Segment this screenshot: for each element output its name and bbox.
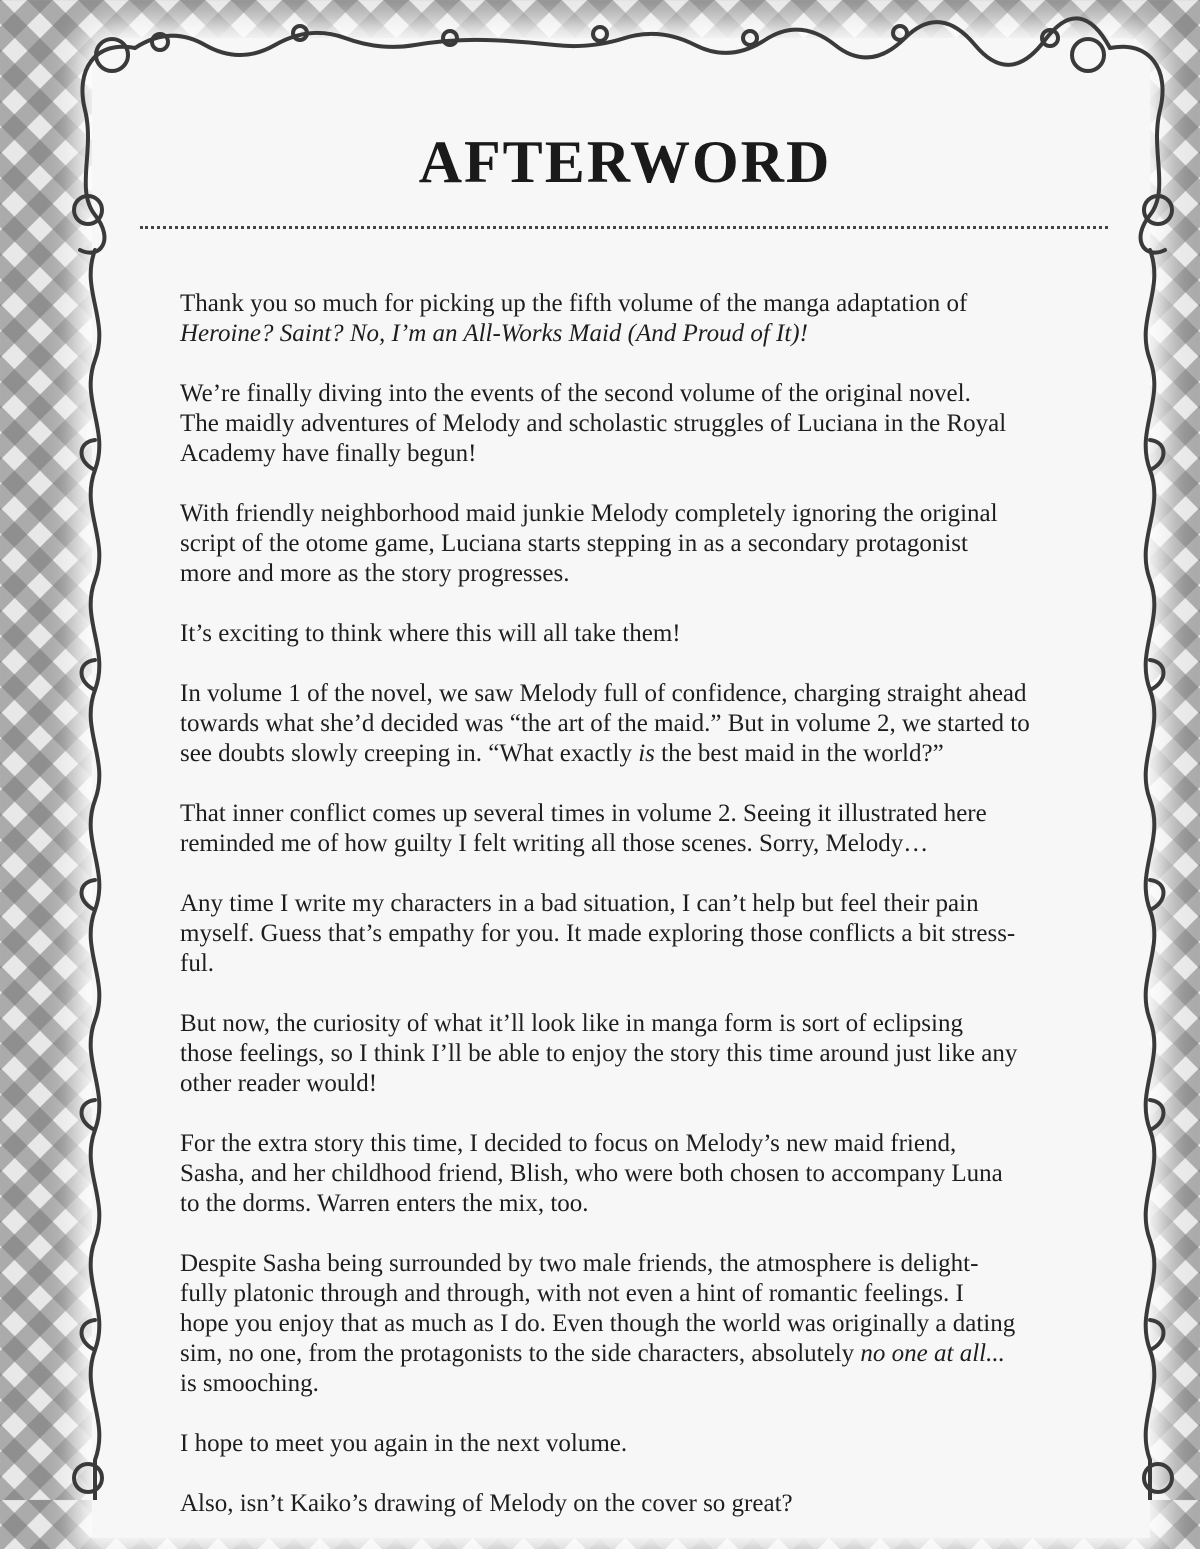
paragraph-12: Also, isn’t Kaiko’s drawing of Melody on the cover so great? — [180, 1490, 793, 1517]
afterword-body — [180, 289, 1080, 1549]
paragraph-1: Thank you so much for picking up the fifth volume of the manga adaptation of Heroine? Saint? No, I’m an All-Works Maid (And Proud of It)! — [180, 290, 968, 347]
paragraph-6: That inner conflict comes up several times in volume 2. Seeing it illustrated here reminded me of how guilty I felt writing all those scenes. Sorry, Melody… — [180, 800, 987, 857]
dotted-divider — [140, 226, 1108, 229]
paragraph-7: Any time I write my characters in a bad situation, I can’t help but feel their pain myself. Guess that’s empathy for you. It made exploring those conflicts a bit stress- ful. — [180, 890, 1016, 977]
paragraph-10: Despite Sasha being surrounded by two male friends, the atmosphere is delight- fully platonic through and through, with not even a hint of romantic feelings. I hope you enjoy that as much as I do. Even though the world was originally a dating sim, no one, from the protagonists to the side characters, absolutely no one at all... is smooching. — [180, 1250, 1016, 1397]
paragraph-11: I hope to meet you again in the next volume. — [180, 1430, 628, 1457]
paragraph-8: But now, the curiosity of what it’ll look like in manga form is sort of eclipsing those feelings, so I think I’ll be able to enjoy the story this time around just like any other reader would! — [180, 1010, 1018, 1097]
paragraph-2: We’re finally diving into the events of the second volume of the original novel. The maidly adventures of Melody and scholastic struggles of Luciana in the Royal Academy have finally begun! — [180, 380, 1007, 467]
paragraph-9: For the extra story this time, I decided to focus on Melody’s new maid friend, Sasha, and her childhood friend, Blish, who were both chosen to accompany Luna to the dorms. Warren enters the mix, too. — [180, 1130, 1003, 1217]
paragraph-5: In volume 1 of the novel, we saw Melody full of confidence, charging straight ahead towards what she’d decided was “the art of the maid.” But in volume 2, we started to see doubts slowly creeping in. “What exactly is the best maid in the world?” — [180, 680, 1030, 767]
paragraph-4: It’s exciting to think where this will all take them! — [180, 620, 681, 647]
page-title: AFTERWORD — [418, 129, 832, 195]
paragraph-3: With friendly neighborhood maid junkie Melody completely ignoring the original script of the otome game, Luciana starts stepping in as a secondary protagonist more and more as the story progresses. — [180, 500, 998, 587]
